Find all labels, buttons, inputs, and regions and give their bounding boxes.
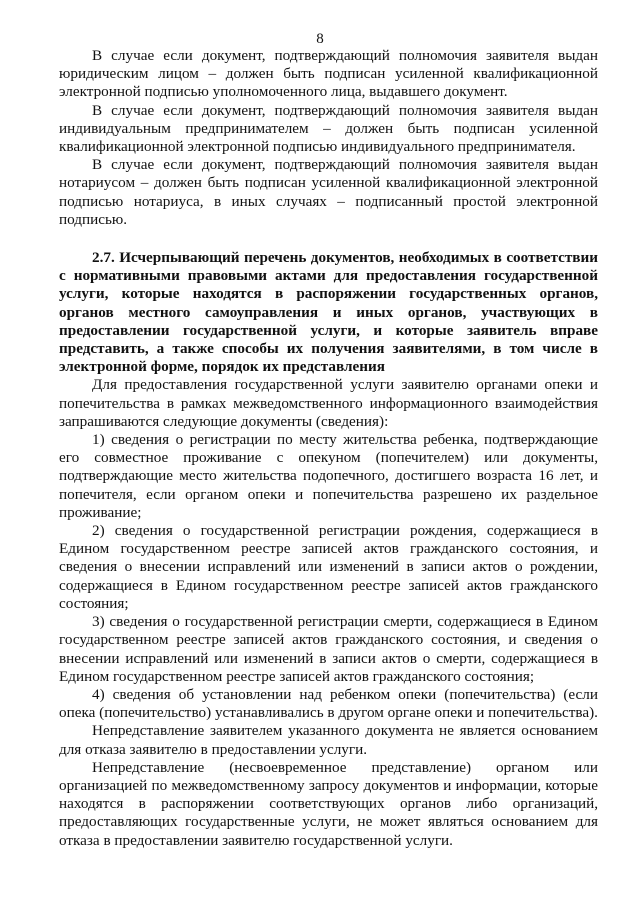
page-content: [59, 47, 598, 850]
section-gap: [59, 229, 598, 249]
list-item-death-registration: 3) сведения о государственной регистрации смерти, содержащиеся в Едином государственном реестре записей актов гражданского состояния, и сведения о внесении исправлений или изменений в записи актов о смерти, содержащиеся в Едином государственном реестре записей актов гражданского состояния;: [59, 613, 598, 685]
list-item-registration: 1) сведения о регистрации по месту жительства ребенка, подтверждающие его совместное проживание с опекуном (попечителем) или документы, подтверждающие место жительства подопечного, достигшего возраста 16 лет, и попечителя, если органом опеки и попечительства разрешено их раздельное проживание;: [59, 431, 598, 521]
section-heading: 2.7. Исчерпывающий перечень документов, необходимых в соответствии с нормативными правовыми актами для предоставления государственной услуги, которые находятся в распоряжении государственных органов, органов местного самоуправления и иных органов, участвующих в предоставлении государственной услуги, и которые заявитель вправе представить, а также способы их получения заявителями, в том числе в электронной форме, порядок их представления: [59, 249, 598, 376]
paragraph-interagency-request: Для предоставления государственной услуги заявителю органами опеки и попечительства в рамках межведомственного информационного взаимодействия запрашиваются следующие документы (сведения):: [59, 376, 598, 430]
paragraph-signature-legal-entity: В случае если документ, подтверждающий полномочия заявителя выдан юридическим лицом – должен быть подписан усиленной квалификационной электронной подписью уполномоченного лица, выдавшего документ.: [59, 47, 598, 101]
paragraph-signature-entrepreneur: В случае если документ, подтверждающий полномочия заявителя выдан индивидуальным предпринимателем – должен быть подписан усиленной квалификационной электронной подписью индивидуального предпринимателя.: [59, 101, 598, 156]
page-number: 8: [316, 31, 324, 47]
list-item-birth-registration: 2) сведения о государственной регистрации рождения, содержащиеся в Едином государственном реестре записей актов гражданского состояния, и сведения о внесении исправлений или изменений в записи актов о рождении, содержащиеся в Едином государственном реестре записей актов гражданского состояния;: [59, 522, 598, 612]
list-item-guardianship: 4) сведения об установлении над ребенком опеки (попечительства) (если опека (попечительство) устанавливались в другом органе опеки и попечительства).: [59, 685, 598, 722]
paragraph-signature-notary: В случае если документ, подтверждающий полномочия заявителя выдан нотариусом – должен быть подписан усиленной квалификационной электронной подписью нотариуса, в иных случаях – подписанный простой электронной подписью.: [59, 156, 598, 228]
paragraph-non-submission-applicant: Непредставление заявителем указанного документа не является основанием для отказа заявителю в предоставлении услуги.: [59, 722, 598, 758]
paragraph-non-submission-organization: Непредставление (несвоевременное представление) органом или организацией по межведомственному запросу документов и информации, которые находятся в распоряжении соответствующих органов либо организаций, предоставляющих государственные услуги, не может являться основанием для отказа в предоставлении заявителю государственной услуги.: [59, 758, 598, 849]
